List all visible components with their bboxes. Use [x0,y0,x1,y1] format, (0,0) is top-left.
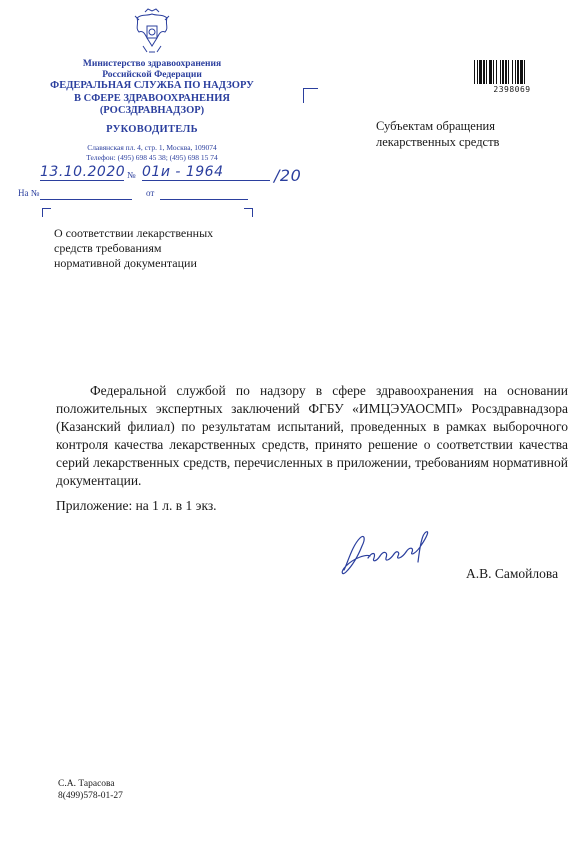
barcode [474,60,550,84]
reply-date-line [160,199,248,200]
barcode-bar [474,60,475,84]
executor-name: С.А. Тарасова [58,779,115,789]
barcode-number: 2398069 [493,85,531,94]
barcode-bar [520,60,523,84]
reply-date-label: от [146,188,155,198]
agency-address [40,143,264,162]
handwritten-signature [330,522,448,582]
barcode-bar [477,60,478,84]
addressee [376,118,566,150]
ministry-line: Российской Федерации [102,70,202,80]
barcode-bar [493,60,494,84]
registration-number-label: № [127,170,136,180]
registration-number-suffix: /20 [274,166,302,185]
coat-of-arms-emblem [131,8,173,56]
subject-field-corner-right [244,208,253,217]
barcode-bar [496,60,497,84]
barcode-bar [505,60,507,84]
barcode-bar [517,60,519,84]
executor-phone: 8(499)578-01-27 [58,791,123,801]
barcode-bar [512,60,513,84]
address-line: Славянская пл. 4, стр. 1, Москва, 109074 [87,143,217,152]
ministry-name [40,59,264,81]
barcode-bar [502,60,504,84]
agency-name [30,80,274,118]
addressee-line: Субъектам обращения [376,119,495,133]
phone-line: Телефон: (495) 698 45 38; (495) 698 15 74 [86,152,218,162]
barcode-bar [508,60,509,84]
attachment-note: Приложение: на 1 л. в 1 экз. [56,498,217,513]
addressee-line: лекарственных средств [376,135,500,149]
subject-field-corner-left [42,208,51,217]
reply-number-line [40,199,132,200]
reply-number-label: На № [18,188,40,198]
barcode-bar [483,60,485,84]
barcode-bar [479,60,482,84]
registration-date: 13.10.2020 [40,164,126,180]
subject-line: средств требованиям [54,241,162,255]
barcode-bar [515,60,516,84]
barcode-bar [486,60,487,84]
head-title: РУКОВОДИТЕЛЬ [106,124,198,135]
barcode-bar [500,60,501,84]
letter-body: Федеральной службой по надзору в сфере здравоохранения на основании положительных экспертных заключений ФГБУ «ИМЦЭУАОСМП» Росздравнадзора (Казанский филиал) по результатам испытаний, проведенных в рамках выборочного контроля качества лекарственных средств, принято решение о соответствии качества серий лекарственных средств, перечисленных в приложении, требованиям нормативной документации. [56,383,568,488]
agency-line: В СФЕРЕ ЗДРАВООХРАНЕНИЯ [74,92,230,104]
letter-subject [54,226,254,271]
subject-line: нормативной документации [54,256,197,270]
barcode-bar [489,60,492,84]
agency-line: ФЕДЕРАЛЬНАЯ СЛУЖБА ПО НАДЗОРУ [50,80,254,91]
subject-line: О соответствии лекарственных [54,226,214,240]
address-field-corner [303,88,318,103]
barcode-bar [524,60,525,84]
signer-name: А.В. Самойлова [466,566,559,581]
agency-line: (РОСЗДРАВНАДЗОР) [99,105,205,116]
ministry-line: Министерство здравоохранения [82,59,222,69]
registration-number: 01и - 1964 [142,164,270,181]
